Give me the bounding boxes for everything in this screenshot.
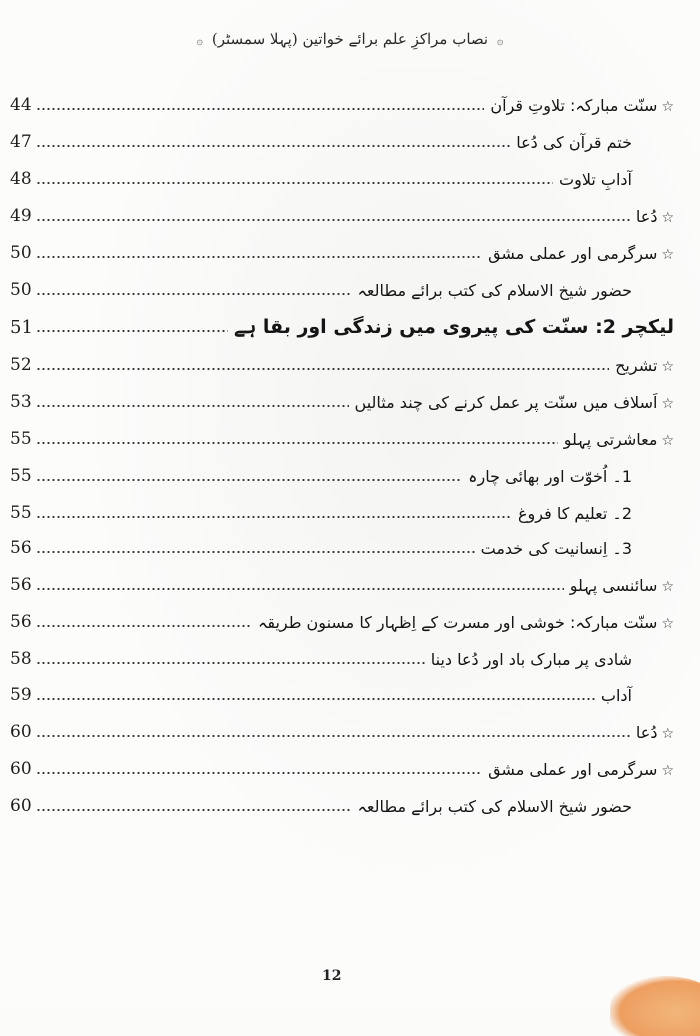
toc-entry-title: [490, 96, 674, 115]
toc-page-number: 56: [10, 538, 32, 558]
toc-entry: [10, 127, 682, 157]
toc-entry-title: [516, 133, 632, 152]
dot-leader: [36, 145, 510, 147]
toc-entry-title: [468, 467, 632, 486]
star-bullet-icon: ☆: [661, 358, 674, 375]
toc-entry-title: [601, 686, 632, 705]
toc-page-number: 60: [10, 759, 32, 779]
toc-entry-title: [358, 281, 632, 300]
running-header: [0, 30, 700, 48]
dot-leader: [36, 330, 228, 332]
toc-entry-text: معاشرتی پہلو: [563, 429, 658, 449]
toc-entry-text: 3۔ اِنسانیت کی خدمت: [480, 538, 632, 558]
toc-page-number: 53: [10, 392, 32, 412]
star-bullet-icon: ☆: [661, 395, 674, 412]
toc-entry: [10, 791, 682, 821]
toc-entry: [10, 570, 682, 600]
toc-page-number: 47: [10, 132, 32, 152]
toc-entry-title: [518, 504, 632, 523]
toc-entry-title: [636, 723, 674, 742]
toc-entry-text: حضور شیخ الاسلام کی کتب برائے مطالعہ: [357, 280, 632, 300]
toc-entry: [10, 644, 682, 674]
star-bullet-icon: ☆: [661, 209, 674, 226]
dot-leader: [36, 442, 558, 444]
toc-entry: [10, 238, 682, 268]
dot-leader: [36, 256, 482, 258]
toc-entry-title: [488, 760, 674, 779]
toc-entry-title: [431, 650, 632, 669]
star-bullet-icon: ☆: [661, 578, 674, 595]
toc-page-number: 51: [10, 316, 33, 338]
toc-page-number: 48: [10, 169, 32, 189]
toc-entry-text: شادی پر مبارک باد اور دُعا دینا: [430, 649, 632, 669]
toc-entry-title: [559, 170, 632, 189]
toc-page-number: 55: [10, 503, 32, 523]
dot-leader: [36, 735, 630, 737]
dot-leader: [36, 368, 609, 370]
toc-entry: [10, 680, 682, 710]
toc-entry: [10, 201, 682, 231]
toc-entry: [10, 164, 682, 194]
toc-entry: [10, 533, 682, 563]
toc-entry: [10, 461, 682, 491]
dot-leader: [36, 108, 484, 110]
toc-entry-title: [234, 316, 674, 338]
toc-entry-title: [570, 576, 674, 595]
toc-entry-text: اَسلاف میں سنّت پر عمل کرنے کی چند مثالیں: [354, 392, 658, 412]
toc-entry-text: سائنسی پہلو: [569, 575, 658, 595]
toc-page-number: 60: [10, 796, 32, 816]
dot-leader: [36, 219, 630, 221]
toc-entry-text: سرگرمی اور عملی مشق: [488, 759, 658, 779]
toc-page-number: 55: [10, 429, 32, 449]
toc-entry: [10, 498, 682, 528]
toc-entry-text: حضور شیخ الاسلام کی کتب برائے مطالعہ: [357, 796, 632, 816]
toc-entry-text: دُعا: [635, 722, 658, 742]
corner-decoration: [610, 976, 700, 1036]
dot-leader: [36, 588, 564, 590]
running-header-title: نصاب مراکزِ علم برائے خواتین (پہلا سمسٹر): [211, 30, 489, 48]
toc-page-number: 59: [10, 685, 32, 705]
ornament-icon: ۞: [496, 34, 504, 47]
toc-page-number: 58: [10, 649, 32, 669]
toc-entry-title: [488, 244, 674, 263]
toc-page-number: 60: [10, 722, 32, 742]
dot-leader: [36, 698, 595, 700]
toc-entry: [10, 312, 682, 342]
toc-entry: [10, 275, 682, 305]
toc-entry: [10, 754, 682, 784]
star-bullet-icon: ☆: [661, 432, 674, 449]
toc-entry-text: لیکچر 2: سنّت کی پیروی میں زندگی اور بقا ہے: [234, 316, 674, 338]
star-bullet-icon: ☆: [661, 725, 674, 742]
toc-page-number: 49: [10, 206, 32, 226]
toc-page-number: 55: [10, 466, 32, 486]
dot-leader: [36, 516, 512, 518]
star-bullet-icon: ☆: [661, 615, 674, 632]
toc-entry-title: [258, 613, 674, 632]
toc-entry: [10, 424, 682, 454]
ornament-icon: ۞: [196, 34, 204, 47]
toc-entry-text: آدابِ تلاوت: [559, 169, 632, 189]
toc-page-number: 52: [10, 355, 32, 375]
toc-entry-title: [355, 393, 674, 412]
toc-entry-title: [636, 207, 674, 226]
dot-leader: [36, 405, 349, 407]
dot-leader: [36, 625, 252, 627]
toc-page-number: 44: [10, 95, 32, 115]
toc-entry-text: تشریح: [615, 355, 658, 375]
toc-entry-text: 2۔ تعلیم کا فروغ: [517, 503, 632, 523]
dot-leader: [36, 479, 462, 481]
toc-entry-text: ختم قرآن کی دُعا: [516, 132, 632, 152]
page-number: 12: [322, 968, 342, 984]
toc-page-number: 50: [10, 243, 32, 263]
toc-entry-text: دُعا: [635, 206, 658, 226]
dot-leader: [36, 182, 553, 184]
dot-leader: [36, 551, 475, 553]
toc-entry-text: سنّت مبارکہ: تلاوتِ قرآن: [490, 95, 658, 115]
toc-page-number: 56: [10, 612, 32, 632]
dot-leader: [36, 293, 352, 295]
toc-entry: [10, 90, 682, 120]
dot-leader: [36, 809, 352, 811]
toc-page-number: 50: [10, 280, 32, 300]
toc-entry-title: [564, 430, 674, 449]
toc-entry-text: سنّت مبارکہ: خوشی اور مسرت کے اِظہار کا مسنون طریقہ: [257, 612, 658, 632]
toc-entry-title: [481, 539, 632, 558]
toc-entry: [10, 350, 682, 380]
dot-leader: [36, 772, 482, 774]
toc-entry-text: آداب: [600, 685, 632, 705]
toc-entry-text: 1۔ اُخوّت اور بھائی چارہ: [468, 466, 632, 486]
toc-entry-title: [358, 797, 632, 816]
dot-leader: [36, 662, 425, 664]
star-bullet-icon: ☆: [661, 98, 674, 115]
toc-page-number: 56: [10, 575, 32, 595]
toc-entry-title: [615, 356, 674, 375]
star-bullet-icon: ☆: [661, 246, 674, 263]
toc-entry: [10, 717, 682, 747]
star-bullet-icon: ☆: [661, 762, 674, 779]
toc-entry: [10, 607, 682, 637]
toc-entry: [10, 387, 682, 417]
toc-entry-text: سرگرمی اور عملی مشق: [488, 243, 658, 263]
